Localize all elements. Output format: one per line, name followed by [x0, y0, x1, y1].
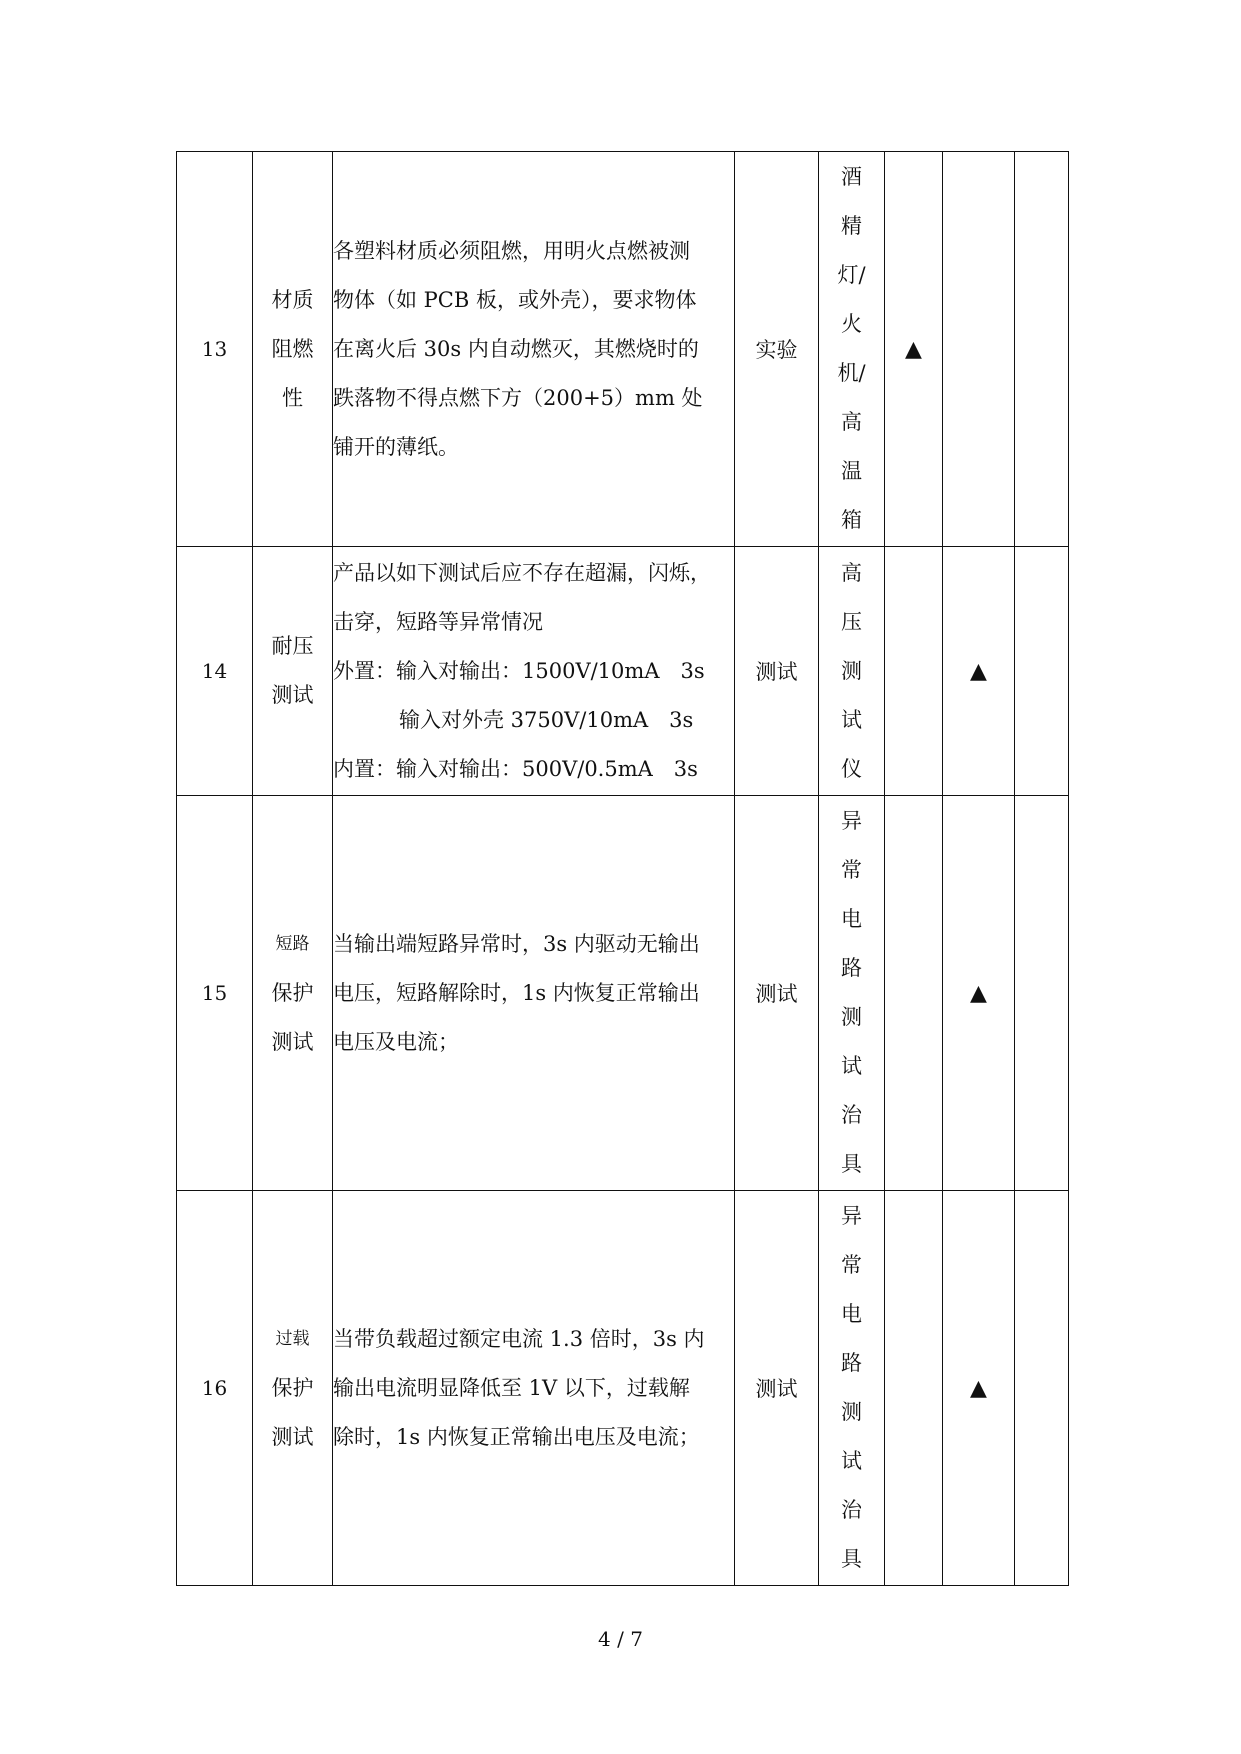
equipment-char: 试 [841, 1449, 862, 1473]
test-item [253, 152, 333, 547]
row-number: 13 [177, 152, 253, 547]
equipment-char: 箱 [841, 508, 862, 532]
equipment-char: 治 [841, 1498, 862, 1522]
triangle-mark-cell: ▲ [943, 547, 1015, 796]
requirement-line: 击穿，短路等异常情况 [333, 609, 543, 634]
empty-cell [1015, 1191, 1069, 1586]
equipment-char: 异 [841, 1204, 862, 1228]
equipment-char: 路 [841, 1351, 862, 1375]
test-requirement [333, 1191, 735, 1586]
test-equipment [819, 547, 885, 796]
test-method: 测试 [735, 796, 819, 1191]
equipment-char: 灯/ [837, 263, 866, 287]
equipment-char: 测 [841, 1005, 862, 1029]
test-item-line: 材质 [271, 287, 314, 312]
test-item-line: 保护 [271, 980, 314, 1005]
empty-cell [1015, 796, 1069, 1191]
test-item-line: 阻燃 [271, 336, 314, 361]
test-item-line: 测试 [271, 1424, 314, 1449]
requirement-line: 当带负载超过额定电流 1.3 倍时，3s 内 [333, 1326, 705, 1351]
equipment-char: 治 [841, 1103, 862, 1127]
equipment-char: 压 [841, 609, 862, 634]
equipment-char: 具 [841, 1152, 862, 1176]
test-item-line: 测试 [271, 683, 314, 707]
test-method: 测试 [735, 1191, 819, 1586]
row-number: 14 [177, 547, 253, 796]
test-method: 实验 [735, 152, 819, 547]
requirement-line: 除时，1s 内恢复正常输出电压及电流； [333, 1424, 700, 1449]
equipment-char: 高 [841, 410, 862, 434]
equipment-char: 电 [841, 1302, 862, 1326]
empty-cell [1015, 547, 1069, 796]
test-item-line: 短路 [275, 933, 310, 954]
test-item-line: 性 [282, 385, 303, 410]
triangle-mark-cell [943, 152, 1015, 547]
page-number: 4 / 7 [598, 1627, 643, 1651]
triangle-mark-cell [885, 796, 943, 1191]
equipment-char: 机/ [837, 361, 866, 385]
requirement-line: 各塑料材质必须阻燃，用明火点燃被测 [333, 238, 690, 263]
requirement-line: 产品以如下测试后应不存在超漏，闪烁， [333, 560, 711, 585]
test-requirement [333, 152, 735, 547]
test-item-line: 耐压 [271, 634, 314, 658]
table-row [177, 796, 1069, 1191]
equipment-char: 异 [841, 809, 862, 833]
test-item-line: 保护 [271, 1375, 314, 1400]
requirement-line: 铺开的薄纸。 [333, 434, 459, 459]
row-number: 15 [177, 796, 253, 1191]
test-requirement [333, 796, 735, 1191]
table-row [177, 547, 1069, 796]
empty-cell [1015, 152, 1069, 547]
triangle-mark-cell: ▲ [885, 152, 943, 547]
equipment-char: 具 [841, 1547, 862, 1571]
requirement-line: 电压及电流； [333, 1029, 459, 1054]
requirement-line: 跌落物不得点燃下方（200+5）mm 处 [333, 385, 703, 410]
equipment-char: 测 [841, 658, 862, 683]
equipment-char: 路 [841, 956, 862, 980]
test-requirement [333, 547, 735, 796]
equipment-char: 酒 [841, 165, 862, 189]
test-equipment [819, 796, 885, 1191]
test-method: 测试 [735, 547, 819, 796]
test-item-line: 测试 [271, 1029, 314, 1054]
equipment-char: 火 [841, 312, 862, 336]
triangle-mark-cell: ▲ [943, 796, 1015, 1191]
test-item [253, 547, 333, 796]
row-number: 16 [177, 1191, 253, 1586]
table-row [177, 152, 1069, 547]
requirement-line: 输出电流明显降低至 1V 以下，过载解 [333, 1375, 690, 1400]
test-equipment [819, 152, 885, 547]
test-spec-table [176, 151, 1069, 1586]
test-equipment [819, 1191, 885, 1586]
test-item [253, 796, 333, 1191]
equipment-char: 温 [841, 459, 862, 483]
requirement-line: 物体（如 PCB 板，或外壳），要求物体 [333, 287, 697, 312]
equipment-char: 精 [841, 214, 862, 238]
equipment-char: 高 [841, 560, 862, 585]
equipment-char: 电 [841, 907, 862, 931]
test-item-line: 过载 [275, 1328, 310, 1349]
equipment-char: 测 [841, 1400, 862, 1424]
requirement-line: 外置：输入对输出：1500V/10mA 3s [333, 658, 705, 683]
triangle-mark-cell [885, 1191, 943, 1586]
equipment-char: 仪 [841, 756, 862, 781]
equipment-char: 试 [841, 707, 862, 732]
triangle-mark-cell: ▲ [943, 1191, 1015, 1586]
requirement-line: 输入对外壳 3750V/10mA 3s [399, 707, 694, 732]
requirement-line: 在离火后 30s 内自动燃灭，其燃烧时的 [333, 336, 699, 361]
requirement-line: 内置：输入对输出：500V/0.5mA 3s [333, 756, 698, 781]
equipment-char: 试 [841, 1054, 862, 1078]
equipment-char: 常 [841, 1253, 862, 1277]
triangle-mark-cell [885, 547, 943, 796]
equipment-char: 常 [841, 858, 862, 882]
test-item [253, 1191, 333, 1586]
table-row [177, 1191, 1069, 1586]
requirement-line: 电压，短路解除时，1s 内恢复正常输出 [333, 980, 700, 1005]
requirement-line: 当输出端短路异常时，3s 内驱动无输出 [333, 931, 700, 956]
